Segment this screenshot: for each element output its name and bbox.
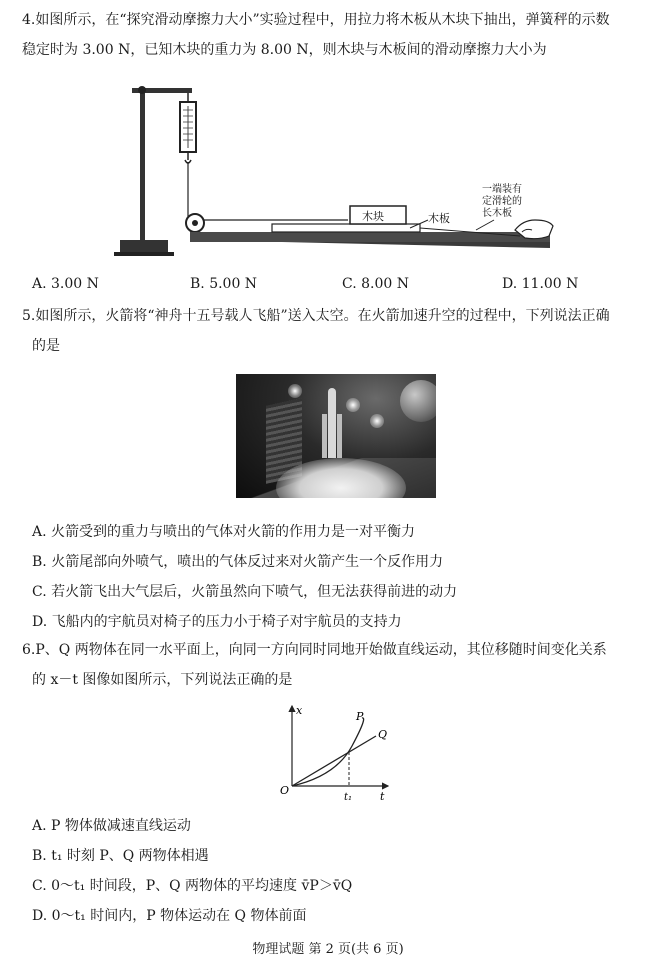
p-curve xyxy=(292,718,364,786)
long-board-note-line2: 定滑轮的 xyxy=(482,196,522,207)
stand-base xyxy=(120,240,168,254)
q-line xyxy=(292,736,376,786)
q5-option-d[interactable]: D. 飞船内的宇航员对椅子的压力小于椅子对宇航员的支持力 xyxy=(32,614,402,630)
q4-option-c[interactable]: C. 8.00 N xyxy=(342,276,409,292)
q4-option-b[interactable]: B. 5.00 N xyxy=(190,276,258,292)
q6-xt-graph xyxy=(276,700,396,806)
q6-option-c[interactable]: C. 0～t₁ 时间段，P、Q 两物体的平均速度 v̄P＞v̄Q xyxy=(32,878,353,894)
stand-pole xyxy=(140,88,145,242)
q6-option-a[interactable]: A. P 物体做减速直线运动 xyxy=(32,818,191,834)
q4-options xyxy=(32,276,592,296)
block-label: 木块 xyxy=(362,210,384,223)
page-footer: 物理试题 第 2 页(共 6 页) xyxy=(252,942,404,957)
q5-option-a[interactable]: A. 火箭受到的重力与喷出的气体对火箭的作用力是一对平衡力 xyxy=(32,524,416,540)
q6-stem-line2: 的 x－t 图像如图所示，下列说法正确的是 xyxy=(32,672,293,688)
q6-stem-line1: 6.P、Q 两物体在同一水平面上，向同一方向同时同地开始做直线运动，其位移随时间变化关系 xyxy=(22,642,607,658)
q4-apparatus-figure xyxy=(110,80,560,260)
q-label: Q xyxy=(378,728,388,741)
long-board-note-line3: 长木板 xyxy=(482,208,512,219)
q5-option-b[interactable]: B. 火箭尾部向外喷气，喷出的气体反过来对火箭产生一个反作用力 xyxy=(32,554,444,570)
q6-option-b[interactable]: B. t₁ 时刻 P、Q 两物体相遇 xyxy=(32,848,209,864)
q5-stem-line1: 5.如图所示，火箭将“神舟十五号载人飞船”送入太空。在火箭加速升空的过程中，下列说法正确 xyxy=(22,308,610,324)
rocket-launch-photo xyxy=(236,374,436,498)
q4-option-d[interactable]: D. 11.00 N xyxy=(502,276,579,292)
q6-option-d[interactable]: D. 0～t₁ 时间内，P 物体运动在 Q 物体前面 xyxy=(32,908,307,924)
sliding-board xyxy=(272,224,420,232)
long-board-note-line1: 一端装有 xyxy=(482,184,522,195)
t1-label: t₁ xyxy=(344,792,353,803)
q4-stem-line1: 4.如图所示，在“探究滑动摩擦力大小”实验过程中，用拉力将木板从木块下抽出，弹簧秤的示数 xyxy=(22,12,610,28)
q5-stem-line2: 的是 xyxy=(32,338,60,354)
origin-label: O xyxy=(280,784,290,797)
x-axis-label: t xyxy=(380,790,385,803)
q4-option-a[interactable]: A. 3.00 N xyxy=(32,276,99,292)
y-axis-label: x xyxy=(296,704,303,717)
q5-option-c[interactable]: C. 若火箭飞出大气层后，火箭虽然向下喷气，但无法获得前进的动力 xyxy=(32,584,458,600)
p-label: P xyxy=(356,710,364,723)
board-label: 木板 xyxy=(428,212,450,225)
q4-stem-line2: 稳定时为 3.00 N，已知木块的重力为 8.00 N，则木块与木板间的滑动摩擦力大小为 xyxy=(22,42,547,58)
